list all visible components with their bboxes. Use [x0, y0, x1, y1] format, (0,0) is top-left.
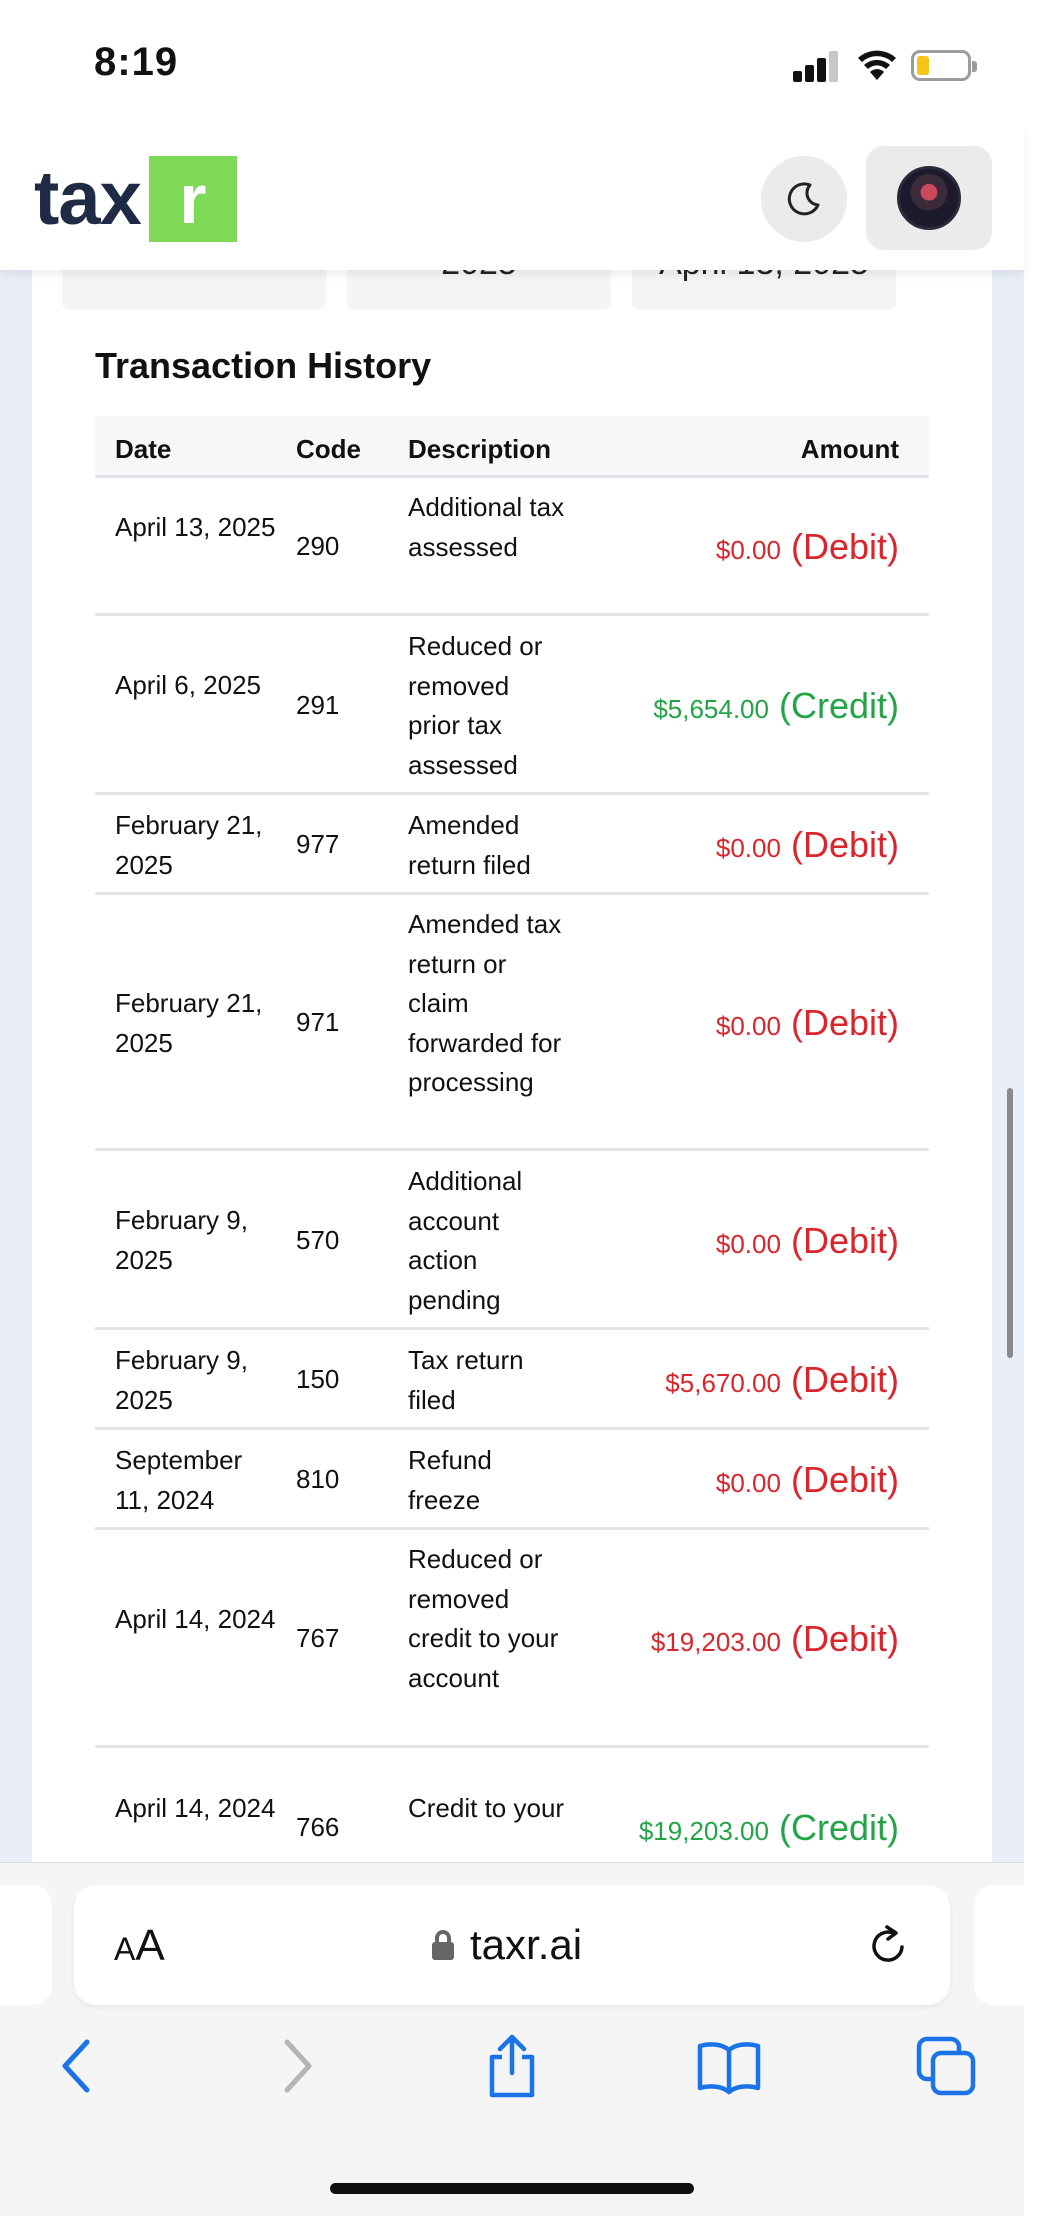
share-button[interactable]	[477, 2031, 547, 2101]
amount-value: $0.00	[715, 1011, 781, 1041]
taxr-logo[interactable]	[34, 156, 237, 242]
transaction-amount	[653, 684, 899, 731]
table-row	[95, 616, 929, 795]
moon-icon	[784, 179, 824, 219]
column-header-date: Date	[115, 434, 172, 464]
tabs-icon	[915, 2035, 977, 2097]
transaction-amount	[716, 1458, 899, 1505]
transaction-date: April 14, 2024	[115, 1793, 276, 1823]
transaction-amount	[651, 1617, 899, 1664]
table-row	[95, 1151, 929, 1330]
text-size-large-label: A	[135, 1921, 165, 1970]
transaction-date: February 21, 2025	[115, 988, 263, 1058]
logo-box: r	[149, 156, 237, 242]
amount-type-label: (Debit)	[790, 1618, 899, 1659]
amount-type-label: (Debit)	[790, 824, 899, 865]
home-indicator[interactable]	[330, 2183, 694, 2194]
amount-type-label: (Debit)	[790, 526, 899, 567]
transaction-table	[95, 416, 929, 1908]
bookmarks-button[interactable]	[694, 2031, 764, 2101]
table-row	[95, 895, 929, 1151]
transaction-amount	[639, 1806, 899, 1853]
table-row	[95, 795, 929, 895]
app-header	[0, 130, 1024, 270]
browser-bottom-bar	[0, 1862, 1024, 2216]
transaction-date: April 14, 2024	[115, 1604, 276, 1634]
scrollbar[interactable]	[1007, 1088, 1013, 1358]
amount-value: $5,654.00	[653, 694, 769, 724]
transaction-description: Reduced or removed credit to your account	[408, 1544, 559, 1693]
reload-icon[interactable]	[866, 1923, 912, 1969]
address-bar[interactable]	[74, 1885, 950, 2005]
back-button[interactable]	[42, 2031, 112, 2101]
transaction-date: February 9, 2025	[115, 1205, 248, 1275]
amount-value: $0.00	[715, 1468, 781, 1498]
amount-value: $0.00	[715, 1229, 781, 1259]
amount-value: $19,203.00	[650, 1627, 781, 1657]
transaction-code: 150	[296, 1364, 340, 1394]
transaction-date: February 21, 2025	[115, 810, 263, 880]
transaction-code: 291	[296, 690, 340, 720]
transaction-description: Additional tax assessed	[408, 492, 565, 562]
text-size-small-label: A	[114, 1931, 136, 1967]
transaction-amount	[716, 823, 899, 870]
summary-box	[632, 270, 896, 310]
transaction-amount	[716, 1219, 899, 1266]
status-time: 8:19	[94, 40, 179, 84]
tabs-button[interactable]	[911, 2031, 981, 2101]
summary-box	[62, 270, 326, 310]
amount-value: $5,670.00	[665, 1368, 781, 1398]
share-icon	[484, 2033, 540, 2099]
cellular-signal-icon	[793, 50, 839, 82]
transaction-description: Amended return filed	[408, 810, 531, 880]
transaction-description: Reduced or removed prior tax assessed	[408, 631, 543, 780]
transaction-code: 977	[296, 829, 340, 859]
amount-value: $0.00	[715, 833, 781, 863]
transaction-date: February 9, 2025	[115, 1345, 248, 1415]
amount-type-label: (Debit)	[790, 1220, 899, 1261]
section-title: Transaction History	[95, 345, 432, 386]
battery-icon	[911, 50, 971, 81]
transaction-code: 971	[296, 1007, 340, 1037]
forward-button[interactable]	[262, 2031, 332, 2101]
amount-value: $0.00	[715, 535, 781, 565]
url-text: taxr.ai	[470, 1921, 583, 1968]
avatar	[897, 166, 961, 230]
table-header	[95, 416, 929, 478]
table-row	[95, 1530, 929, 1748]
transaction-description: Credit to your	[408, 1793, 565, 1823]
lock-icon	[432, 1930, 454, 1960]
transaction-description: Additional account action pending	[408, 1166, 523, 1315]
previous-tab-preview[interactable]	[0, 1885, 52, 2005]
transaction-description: Refund freeze	[408, 1445, 492, 1515]
amount-type-label: (Debit)	[790, 1359, 899, 1400]
transaction-description: Tax return filed	[408, 1345, 524, 1415]
transaction-date: April 13, 2025	[115, 512, 276, 542]
table-body	[95, 478, 929, 1908]
amount-type-label: (Credit)	[778, 685, 899, 726]
transaction-amount	[716, 1001, 899, 1048]
back-icon	[57, 2038, 97, 2094]
table-row	[95, 478, 929, 616]
transaction-code: 766	[296, 1812, 340, 1842]
summary-box	[347, 270, 611, 310]
table-row	[95, 1430, 929, 1530]
column-header-amount: Amount	[800, 434, 899, 464]
column-header-description: Description	[408, 434, 552, 464]
table-row	[95, 1330, 929, 1430]
transaction-description: Amended tax return or claim forwarded for processing	[408, 909, 562, 1097]
next-tab-preview[interactable]	[974, 1885, 1046, 2005]
transaction-code: 810	[296, 1464, 340, 1494]
amount-type-label: (Credit)	[778, 1807, 899, 1848]
amount-value: $19,203.00	[638, 1816, 769, 1846]
previous-summary-boxes	[62, 270, 932, 310]
bookmarks-icon	[696, 2038, 762, 2094]
transaction-amount	[665, 1358, 899, 1405]
profile-button[interactable]	[866, 146, 992, 250]
transaction-amount	[716, 525, 899, 572]
status-bar	[0, 0, 1024, 130]
text-size-button[interactable]	[114, 1921, 165, 1971]
transaction-code: 767	[296, 1623, 340, 1653]
url-display[interactable]	[432, 1921, 582, 1969]
browser-toolbar	[0, 2013, 1024, 2123]
transaction-date: September 11, 2024	[115, 1445, 243, 1515]
wifi-icon	[856, 46, 898, 82]
amount-type-label: (Debit)	[790, 1002, 899, 1043]
column-header-code: Code	[296, 434, 361, 464]
amount-type-label: (Debit)	[790, 1459, 899, 1500]
theme-toggle-button[interactable]	[761, 156, 847, 242]
forward-icon	[277, 2038, 317, 2094]
transaction-code: 570	[296, 1225, 340, 1255]
logo-text: tax	[34, 156, 141, 241]
transaction-code: 290	[296, 531, 340, 561]
transaction-date: April 6, 2025	[115, 670, 261, 700]
